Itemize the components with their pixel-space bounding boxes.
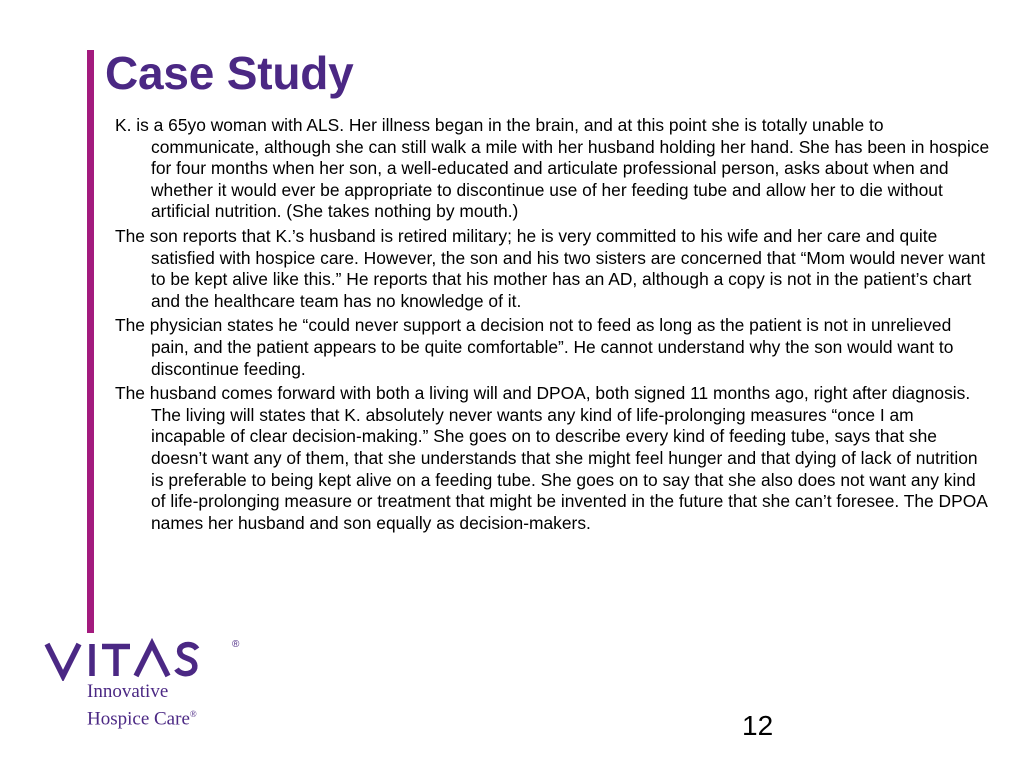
vitas-logo	[40, 637, 240, 737]
paragraph-4: The husband comes forward with both a living will and DPOA, both signed 11 months ago, right after diagnosis. The living will states that K. absolutely never wants any kind of life-prolonging measures “once I am incapable of clear decision-making.” She goes on to describe every kind of feeding tube, says that she doesn’t want any of them, that she understands that she might feel hunger and that dying of lack of nutrition is preferable to being kept alive on a feeding tube. She goes on to say that she also does not want any kind of life-prolonging measure or treatment that might be invented in the future that she can’t foresee. The DPOA names her husband and son equally as decision-makers.	[115, 383, 987, 533]
logo-tagline-text: Hospice Care	[87, 708, 190, 730]
vitas-wordmark	[44, 637, 204, 681]
paragraph-1: K. is a 65yo woman with ALS. Her illness began in the brain, and at this point she is totally unable to communicate, although she can still walk a mile with her husband holding her hand. She has been in hospice for four months when her son, a well-educated and articulate professional person, asks about when and whether it would ever be appropriate to discontinue use of her feeding tube and allow her to die without artificial nutrition. (She takes nothing by mouth.)	[115, 115, 990, 222]
slide-title: Case Study	[105, 47, 354, 99]
accent-bar	[87, 50, 94, 633]
logo-tagline-registered-mark: ®	[189, 709, 197, 719]
logo-tagline-line2	[87, 703, 197, 730]
registered-mark: ®	[232, 639, 240, 650]
logo-tagline-line1: Innovative	[87, 681, 169, 702]
slide-body	[115, 115, 990, 537]
page-number: 12	[742, 710, 774, 741]
paragraph-2: The son reports that K.’s husband is retired military; he is very committed to his wife and her care and quite satisfied with hospice care. However, the son and his two sisters are concerned that “Mom would never want to be kept alive like this.” He reports that his mother has an AD, although a copy is not in the patient’s chart and the healthcare team has no knowledge of it.	[115, 225, 986, 311]
paragraph-3: The physician states he “could never support a decision not to feed as long as the patient is not in unrelieved pain, and the patient appears to be quite comfortable”. He cannot understand why the son would want to discontinue feeding.	[115, 315, 954, 379]
